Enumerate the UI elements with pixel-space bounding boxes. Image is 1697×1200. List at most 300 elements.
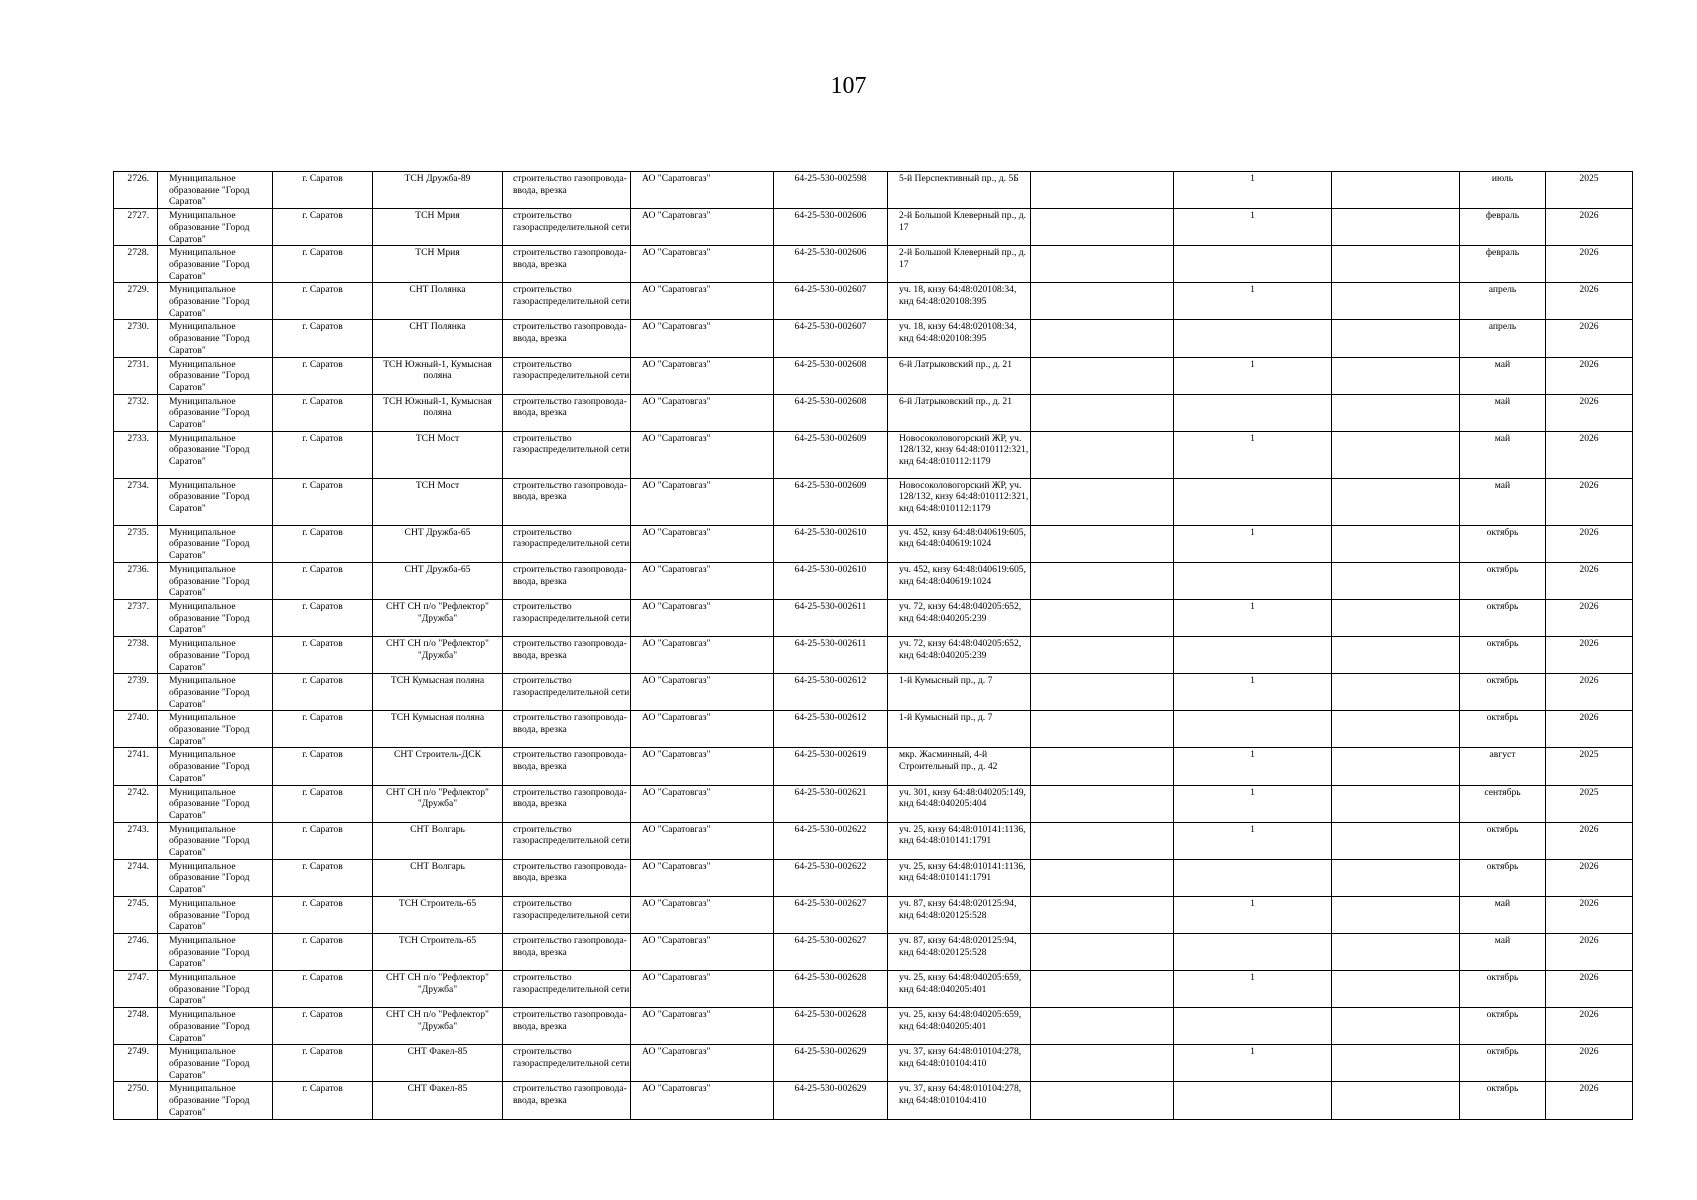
empty-cell [1332,933,1460,970]
row-number: 2737. [114,599,158,636]
partnership-name-cell: ТСН Строитель-65 [373,933,503,970]
row-number: 2746. [114,933,158,970]
partnership-name-cell: СНТ Строитель-ДСК [373,748,503,785]
year-cell: 2026 [1546,431,1633,478]
month-cell: май [1460,431,1546,478]
city-cell: г. Саратов [273,1045,373,1082]
city-cell: г. Саратов [273,562,373,599]
address-cell: 2-й Большой Клеверный пр., д. 17 [888,246,1031,283]
municipality-cell: Муниципальное образование "Город Саратов" [158,933,273,970]
month-cell: май [1460,933,1546,970]
work-type-cell: строительство газопровода-ввода, врезка [503,1082,631,1119]
municipality-cell: Муниципальное образование "Город Саратов" [158,674,273,711]
month-cell: май [1460,478,1546,525]
partnership-name-cell: СНТ СН п/о "Рефлектор" "Дружба" [373,637,503,674]
year-cell: 2026 [1546,525,1633,562]
quantity-cell: 1 [1174,599,1332,636]
quantity-cell [1174,637,1332,674]
address-cell: уч. 87, кнзу 64:48:020125:94, кнд 64:48:020125:528 [888,933,1031,970]
partnership-name-cell: ТСН Мост [373,431,503,478]
municipality-cell: Муниципальное образование "Город Саратов" [158,637,273,674]
municipality-cell: Муниципальное образование "Город Саратов" [158,209,273,246]
organization-cell: АО "Саратовгаз" [631,859,774,896]
empty-cell [1031,246,1174,283]
organization-cell: АО "Саратовгаз" [631,431,774,478]
municipality-cell: Муниципальное образование "Город Саратов" [158,246,273,283]
table-row [114,209,1633,246]
empty-cell [1031,933,1174,970]
empty-cell [1332,357,1460,394]
city-cell: г. Саратов [273,246,373,283]
quantity-cell: 1 [1174,896,1332,933]
empty-cell [1332,1045,1460,1082]
empty-cell [1332,859,1460,896]
table-row [114,525,1633,562]
empty-cell [1031,525,1174,562]
year-cell: 2026 [1546,674,1633,711]
row-number: 2729. [114,283,158,320]
year-cell: 2026 [1546,599,1633,636]
organization-cell: АО "Саратовгаз" [631,562,774,599]
empty-cell [1031,711,1174,748]
address-cell: мкр. Жасминный, 4-й Строительный пр., д. 42 [888,748,1031,785]
municipality-cell: Муниципальное образование "Город Саратов" [158,431,273,478]
city-cell: г. Саратов [273,283,373,320]
address-cell: уч. 37, кнзу 64:48:010104:278, кнд 64:48:010104:410 [888,1045,1031,1082]
municipality-cell: Муниципальное образование "Город Саратов" [158,478,273,525]
municipality-cell: Муниципальное образование "Город Саратов" [158,525,273,562]
year-cell: 2026 [1546,209,1633,246]
organization-cell: АО "Саратовгаз" [631,1008,774,1045]
empty-cell [1332,562,1460,599]
object-code-cell: 64-25-530-002622 [774,822,888,859]
table-row [114,246,1633,283]
work-type-cell: строительство газопровода-ввода, врезка [503,320,631,357]
organization-cell: АО "Саратовгаз" [631,971,774,1008]
organization-cell: АО "Саратовгаз" [631,357,774,394]
city-cell: г. Саратов [273,933,373,970]
address-cell: уч. 87, кнзу 64:48:020125:94, кнд 64:48:020125:528 [888,896,1031,933]
city-cell: г. Саратов [273,357,373,394]
organization-cell: АО "Саратовгаз" [631,711,774,748]
address-cell: 6-й Латрыковский пр., д. 21 [888,357,1031,394]
quantity-cell [1174,478,1332,525]
partnership-name-cell: СНТ Полянка [373,320,503,357]
work-type-cell: строительство газораспределительной сети [503,525,631,562]
month-cell: октябрь [1460,971,1546,1008]
empty-cell [1332,1082,1460,1119]
work-type-cell: строительство газораспределительной сети [503,431,631,478]
quantity-cell [1174,246,1332,283]
organization-cell: АО "Саратовгаз" [631,320,774,357]
month-cell: август [1460,748,1546,785]
table-row [114,748,1633,785]
month-cell: февраль [1460,209,1546,246]
quantity-cell: 1 [1174,209,1332,246]
object-code-cell: 64-25-530-002606 [774,209,888,246]
organization-cell: АО "Саратовгаз" [631,785,774,822]
address-cell: уч. 72, кнзу 64:48:040205:652, кнд 64:48:040205:239 [888,599,1031,636]
table-row [114,1008,1633,1045]
empty-cell [1332,896,1460,933]
empty-cell [1332,674,1460,711]
month-cell: октябрь [1460,1082,1546,1119]
city-cell: г. Саратов [273,674,373,711]
year-cell: 2025 [1546,172,1633,209]
row-number: 2742. [114,785,158,822]
empty-cell [1031,859,1174,896]
month-cell: май [1460,357,1546,394]
object-code-cell: 64-25-530-002608 [774,394,888,431]
table-row [114,933,1633,970]
table-row [114,711,1633,748]
partnership-name-cell: СНТ Полянка [373,283,503,320]
empty-cell [1332,209,1460,246]
municipality-cell: Муниципальное образование "Город Саратов" [158,1082,273,1119]
year-cell: 2026 [1546,478,1633,525]
organization-cell: АО "Саратовгаз" [631,1082,774,1119]
object-code-cell: 64-25-530-002629 [774,1082,888,1119]
partnership-name-cell: СНТ Факел-85 [373,1082,503,1119]
table-row [114,896,1633,933]
work-type-cell: строительство газопровода-ввода, врезка [503,172,631,209]
city-cell: г. Саратов [273,1008,373,1045]
work-type-cell: строительство газопровода-ввода, врезка [503,711,631,748]
registry-table [113,171,1633,1120]
year-cell: 2026 [1546,246,1633,283]
work-type-cell: строительство газопровода-ввода, врезка [503,785,631,822]
empty-cell [1031,320,1174,357]
work-type-cell: строительство газораспределительной сети [503,599,631,636]
organization-cell: АО "Саратовгаз" [631,674,774,711]
object-code-cell: 64-25-530-002609 [774,478,888,525]
page-number: 107 [830,73,867,99]
month-cell: октябрь [1460,637,1546,674]
organization-cell: АО "Саратовгаз" [631,283,774,320]
municipality-cell: Муниципальное образование "Город Саратов" [158,896,273,933]
month-cell: сентябрь [1460,785,1546,822]
work-type-cell: строительство газопровода-ввода, врезка [503,478,631,525]
table-row [114,785,1633,822]
city-cell: г. Саратов [273,748,373,785]
year-cell: 2025 [1546,748,1633,785]
organization-cell: АО "Саратовгаз" [631,637,774,674]
registry-rows [114,172,1633,1120]
address-cell: уч. 452, кнзу 64:48:040619:605, кнд 64:48:040619:1024 [888,562,1031,599]
quantity-cell: 1 [1174,1045,1332,1082]
object-code-cell: 64-25-530-002612 [774,711,888,748]
object-code-cell: 64-25-530-002629 [774,1045,888,1082]
year-cell: 2026 [1546,283,1633,320]
municipality-cell: Муниципальное образование "Город Саратов" [158,357,273,394]
municipality-cell: Муниципальное образование "Город Саратов" [158,971,273,1008]
year-cell: 2026 [1546,1008,1633,1045]
table-row [114,172,1633,209]
row-number: 2735. [114,525,158,562]
empty-cell [1031,599,1174,636]
object-code-cell: 64-25-530-002627 [774,933,888,970]
month-cell: октябрь [1460,674,1546,711]
municipality-cell: Муниципальное образование "Город Саратов" [158,748,273,785]
object-code-cell: 64-25-530-002606 [774,246,888,283]
partnership-name-cell: ТСН Мрия [373,246,503,283]
address-cell: Новосоколовогорский ЖР, уч. 128/132, кнзу 64:48:010112:321, кнд 64:48:010112:1179 [888,431,1031,478]
object-code-cell: 64-25-530-002610 [774,562,888,599]
row-number: 2734. [114,478,158,525]
quantity-cell [1174,1082,1332,1119]
city-cell: г. Саратов [273,599,373,636]
empty-cell [1031,431,1174,478]
work-type-cell: строительство газопровода-ввода, врезка [503,394,631,431]
partnership-name-cell: ТСН Мрия [373,209,503,246]
month-cell: июль [1460,172,1546,209]
empty-cell [1332,1008,1460,1045]
row-number: 2731. [114,357,158,394]
work-type-cell: строительство газораспределительной сети [503,283,631,320]
partnership-name-cell: СНТ СН п/о "Рефлектор" "Дружба" [373,785,503,822]
object-code-cell: 64-25-530-002622 [774,859,888,896]
quantity-cell [1174,859,1332,896]
partnership-name-cell: ТСН Кумысная поляна [373,711,503,748]
partnership-name-cell: ТСН Дружба-89 [373,172,503,209]
table-row [114,431,1633,478]
municipality-cell: Муниципальное образование "Город Саратов" [158,822,273,859]
object-code-cell: 64-25-530-002621 [774,785,888,822]
work-type-cell: строительство газораспределительной сети [503,896,631,933]
organization-cell: АО "Саратовгаз" [631,209,774,246]
empty-cell [1332,637,1460,674]
municipality-cell: Муниципальное образование "Город Саратов" [158,859,273,896]
empty-cell [1332,394,1460,431]
empty-cell [1332,525,1460,562]
year-cell: 2026 [1546,1082,1633,1119]
organization-cell: АО "Саратовгаз" [631,896,774,933]
quantity-cell [1174,394,1332,431]
partnership-name-cell: СНТ СН п/о "Рефлектор" "Дружба" [373,599,503,636]
work-type-cell: строительство газопровода-ввода, врезка [503,1008,631,1045]
work-type-cell: строительство газопровода-ввода, врезка [503,246,631,283]
quantity-cell: 1 [1174,431,1332,478]
month-cell: октябрь [1460,599,1546,636]
table-row [114,1045,1633,1082]
address-cell: уч. 72, кнзу 64:48:040205:652, кнд 64:48:040205:239 [888,637,1031,674]
table-row [114,674,1633,711]
work-type-cell: строительство газораспределительной сети [503,209,631,246]
quantity-cell [1174,562,1332,599]
object-code-cell: 64-25-530-002607 [774,320,888,357]
empty-cell [1332,785,1460,822]
partnership-name-cell: ТСН Мост [373,478,503,525]
address-cell: уч. 18, кнзу 64:48:020108:34, кнд 64:48:020108:395 [888,320,1031,357]
month-cell: апрель [1460,320,1546,357]
work-type-cell: строительство газопровода-ввода, врезка [503,637,631,674]
year-cell: 2026 [1546,1045,1633,1082]
year-cell: 2026 [1546,971,1633,1008]
row-number: 2745. [114,896,158,933]
quantity-cell: 1 [1174,525,1332,562]
partnership-name-cell: ТСН Кумысная поляна [373,674,503,711]
quantity-cell: 1 [1174,785,1332,822]
table-row [114,478,1633,525]
row-number: 2728. [114,246,158,283]
quantity-cell: 1 [1174,172,1332,209]
address-cell: уч. 25, кнзу 64:48:010141:1136, кнд 64:48:010141:1791 [888,859,1031,896]
address-cell: 6-й Латрыковский пр., д. 21 [888,394,1031,431]
empty-cell [1031,357,1174,394]
table-row [114,859,1633,896]
partnership-name-cell: СНТ СН п/о "Рефлектор" "Дружба" [373,971,503,1008]
empty-cell [1031,172,1174,209]
city-cell: г. Саратов [273,971,373,1008]
row-number: 2748. [114,1008,158,1045]
address-cell: уч. 452, кнзу 64:48:040619:605, кнд 64:48:040619:1024 [888,525,1031,562]
municipality-cell: Муниципальное образование "Город Саратов" [158,711,273,748]
empty-cell [1332,283,1460,320]
object-code-cell: 64-25-530-002627 [774,896,888,933]
row-number: 2727. [114,209,158,246]
partnership-name-cell: ТСН Южный-1, Кумысная поляна [373,357,503,394]
empty-cell [1332,320,1460,357]
table-row [114,394,1633,431]
row-number: 2749. [114,1045,158,1082]
row-number: 2739. [114,674,158,711]
object-code-cell: 64-25-530-002628 [774,1008,888,1045]
empty-cell [1332,172,1460,209]
municipality-cell: Муниципальное образование "Город Саратов" [158,785,273,822]
empty-cell [1031,822,1174,859]
address-cell: уч. 18, кнзу 64:48:020108:34, кнд 64:48:020108:395 [888,283,1031,320]
empty-cell [1031,562,1174,599]
municipality-cell: Муниципальное образование "Город Саратов" [158,283,273,320]
partnership-name-cell: СНТ Волгарь [373,859,503,896]
object-code-cell: 64-25-530-002598 [774,172,888,209]
row-number: 2750. [114,1082,158,1119]
quantity-cell: 1 [1174,674,1332,711]
work-type-cell: строительство газораспределительной сети [503,357,631,394]
object-code-cell: 64-25-530-002608 [774,357,888,394]
address-cell: 2-й Большой Клеверный пр., д. 17 [888,209,1031,246]
partnership-name-cell: СНТ Дружба-65 [373,562,503,599]
month-cell: октябрь [1460,822,1546,859]
empty-cell [1332,478,1460,525]
work-type-cell: строительство газораспределительной сети [503,1045,631,1082]
organization-cell: АО "Саратовгаз" [631,933,774,970]
municipality-cell: Муниципальное образование "Город Саратов" [158,1008,273,1045]
organization-cell: АО "Саратовгаз" [631,246,774,283]
empty-cell [1031,971,1174,1008]
organization-cell: АО "Саратовгаз" [631,822,774,859]
city-cell: г. Саратов [273,785,373,822]
empty-cell [1031,1082,1174,1119]
empty-cell [1031,1008,1174,1045]
organization-cell: АО "Саратовгаз" [631,748,774,785]
city-cell: г. Саратов [273,394,373,431]
year-cell: 2026 [1546,711,1633,748]
empty-cell [1031,283,1174,320]
municipality-cell: Муниципальное образование "Город Саратов" [158,320,273,357]
empty-cell [1332,599,1460,636]
municipality-cell: Муниципальное образование "Город Саратов" [158,172,273,209]
work-type-cell: строительство газопровода-ввода, врезка [503,748,631,785]
organization-cell: АО "Саратовгаз" [631,1045,774,1082]
row-number: 2726. [114,172,158,209]
row-number: 2733. [114,431,158,478]
organization-cell: АО "Саратовгаз" [631,478,774,525]
row-number: 2740. [114,711,158,748]
organization-cell: АО "Саратовгаз" [631,394,774,431]
row-number: 2730. [114,320,158,357]
city-cell: г. Саратов [273,525,373,562]
object-code-cell: 64-25-530-002609 [774,431,888,478]
city-cell: г. Саратов [273,431,373,478]
city-cell: г. Саратов [273,320,373,357]
work-type-cell: строительство газораспределительной сети [503,971,631,1008]
quantity-cell [1174,711,1332,748]
city-cell: г. Саратов [273,172,373,209]
row-number: 2743. [114,822,158,859]
month-cell: октябрь [1460,1045,1546,1082]
table-row [114,1082,1633,1119]
work-type-cell: строительство газопровода-ввода, врезка [503,933,631,970]
address-cell: уч. 25, кнзу 64:48:040205:659, кнд 64:48:040205:401 [888,1008,1031,1045]
municipality-cell: Муниципальное образование "Город Саратов" [158,394,273,431]
partnership-name-cell: ТСН Южный-1, Кумысная поляна [373,394,503,431]
object-code-cell: 64-25-530-002612 [774,674,888,711]
organization-cell: АО "Саратовгаз" [631,599,774,636]
work-type-cell: строительство газопровода-ввода, врезка [503,562,631,599]
address-cell: уч. 25, кнзу 64:48:040205:659, кнд 64:48:040205:401 [888,971,1031,1008]
table-row [114,822,1633,859]
partnership-name-cell: СНТ Факел-85 [373,1045,503,1082]
table-row [114,357,1633,394]
empty-cell [1031,896,1174,933]
empty-cell [1031,478,1174,525]
city-cell: г. Саратов [273,896,373,933]
month-cell: май [1460,896,1546,933]
empty-cell [1031,1045,1174,1082]
table-row [114,562,1633,599]
year-cell: 2026 [1546,562,1633,599]
object-code-cell: 64-25-530-002607 [774,283,888,320]
partnership-name-cell: СНТ Дружба-65 [373,525,503,562]
table-row [114,971,1633,1008]
month-cell: октябрь [1460,711,1546,748]
year-cell: 2026 [1546,822,1633,859]
quantity-cell [1174,320,1332,357]
object-code-cell: 64-25-530-002611 [774,599,888,636]
municipality-cell: Муниципальное образование "Город Саратов" [158,562,273,599]
year-cell: 2026 [1546,357,1633,394]
table-row [114,637,1633,674]
month-cell: апрель [1460,283,1546,320]
partnership-name-cell: СНТ Волгарь [373,822,503,859]
quantity-cell: 1 [1174,357,1332,394]
month-cell: октябрь [1460,1008,1546,1045]
address-cell: 1-й Кумысный пр., д. 7 [888,674,1031,711]
quantity-cell [1174,1008,1332,1045]
object-code-cell: 64-25-530-002628 [774,971,888,1008]
empty-cell [1332,246,1460,283]
year-cell: 2026 [1546,637,1633,674]
empty-cell [1031,748,1174,785]
address-cell: Новосоколовогорский ЖР, уч. 128/132, кнзу 64:48:010112:321, кнд 64:48:010112:1179 [888,478,1031,525]
month-cell: октябрь [1460,562,1546,599]
city-cell: г. Саратов [273,859,373,896]
row-number: 2732. [114,394,158,431]
month-cell: октябрь [1460,525,1546,562]
empty-cell [1031,209,1174,246]
row-number: 2736. [114,562,158,599]
